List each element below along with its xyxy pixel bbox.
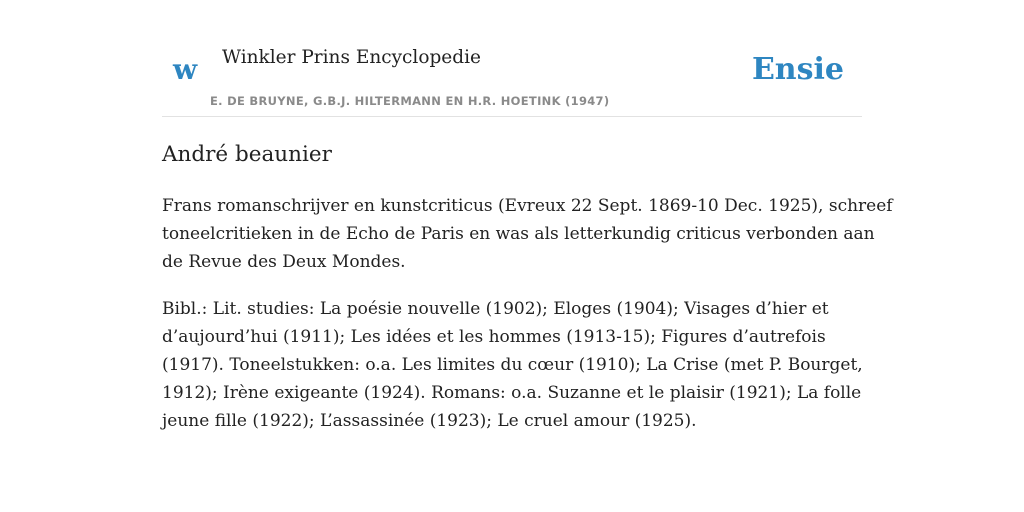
entry-paragraph-bibliography bbox=[162, 295, 876, 435]
paragraph-line: jeune fille (1922); L’assassinée (1923); Le cruel amour (1925). bbox=[162, 411, 697, 431]
paragraph-line: de Revue des Deux Mondes. bbox=[162, 252, 406, 272]
entry-paragraph-description bbox=[162, 192, 893, 276]
publication-title[interactable]: Winkler Prins Encyclopedie bbox=[222, 47, 481, 68]
publication-logo-icon[interactable]: w bbox=[173, 53, 198, 86]
paragraph-line: Frans romanschrijver en kunstcriticus (Evreux 22 Sept. 1869-10 Dec. 1925), schreef bbox=[162, 196, 893, 216]
paragraph-line: Bibl.: Lit. studies: La poésie nouvelle (1902); Eloges (1904); Visages d’hier et bbox=[162, 299, 829, 319]
site-header bbox=[162, 0, 862, 117]
paragraph-line: (1917). Toneelstukken: o.a. Les limites du cœur (1910); La Crise (met P. Bourget, bbox=[162, 355, 863, 375]
entry-title: André beaunier bbox=[162, 142, 332, 167]
ensie-brand-link[interactable]: Ensie bbox=[751, 52, 844, 87]
paragraph-line: 1912); Irène exigeante (1924). Romans: o.a. Suzanne et le plaisir (1921); La folle bbox=[162, 383, 862, 403]
paragraph-line: d’aujourd’hui (1911); Les idées et les hommes (1913-15); Figures d’autrefois bbox=[162, 327, 826, 347]
paragraph-line: toneelcritieken in de Echo de Paris en was als letterkundig criticus verbonden aan bbox=[162, 224, 875, 244]
publication-authors: E. DE BRUYNE, G.B.J. HILTERMANN EN H.R. HOETINK (1947) bbox=[210, 94, 610, 108]
